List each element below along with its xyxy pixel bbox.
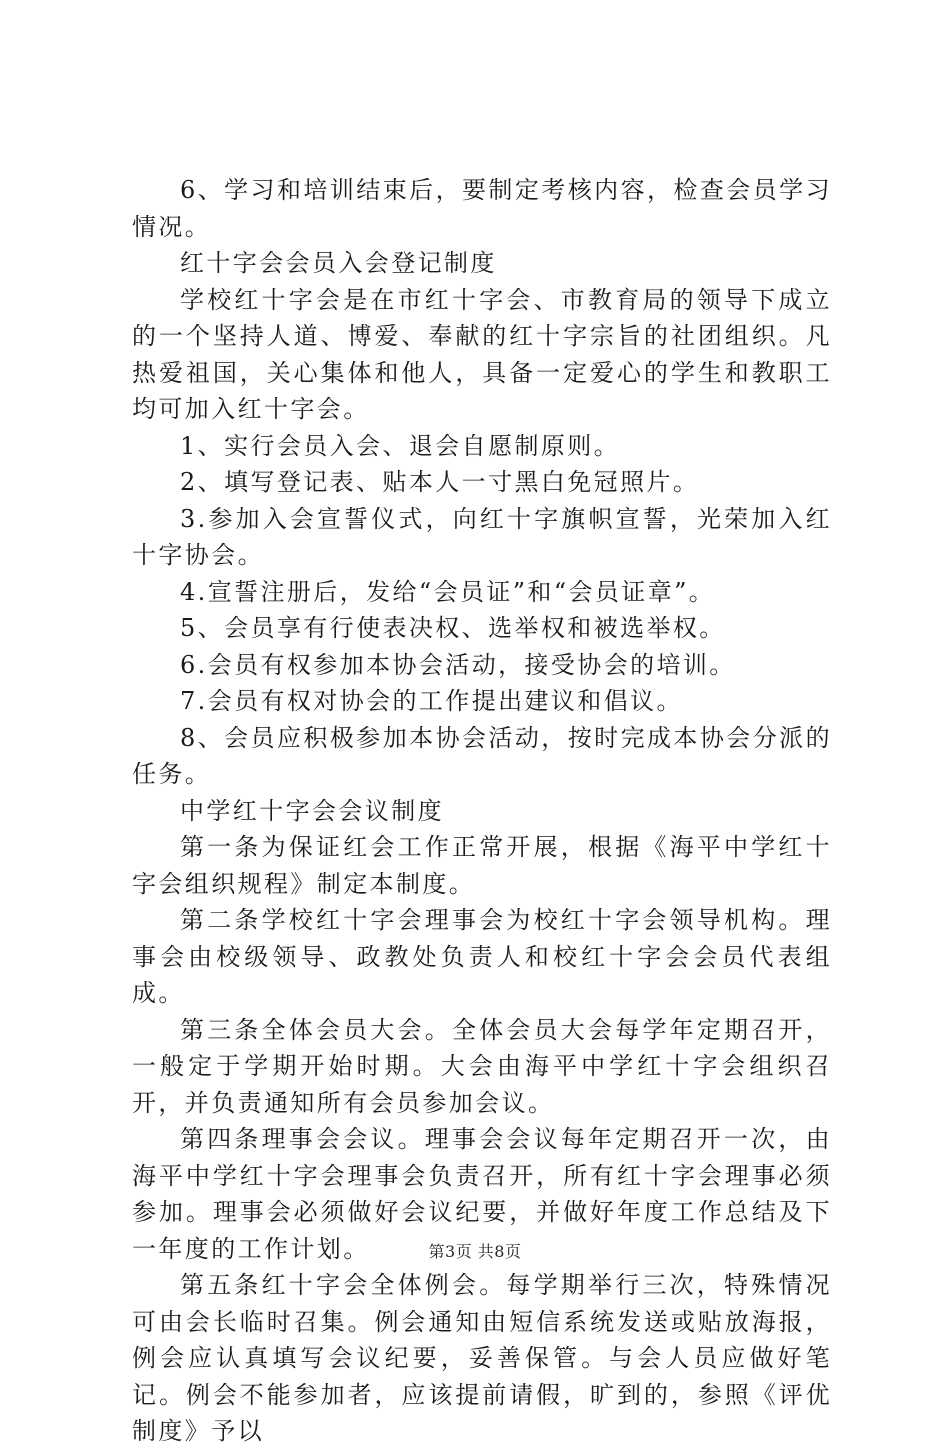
page-number-footer: 第3页 共8页 xyxy=(428,1242,522,1261)
paragraph-9: 6.会员有权参加本协会活动，接受协会的培训。 xyxy=(180,650,736,679)
paragraph-13: 第一条为保证红会工作正常开展，根据《海平中学红十字会组织规程》制定本制度。 xyxy=(132,833,832,898)
paragraph-14: 第二条学校红十字会理事会为校红十字会领导机构。理事会由校级领导、政教处负责人和校红十字会会员代表组成。 xyxy=(132,906,832,1007)
paragraph-5: 2、填写登记表、贴本人一寸黑白免冠照片。 xyxy=(180,468,700,496)
paragraph-8: 5、会员享有行使表决权、选举权和被选举权。 xyxy=(180,614,726,642)
paragraph-16: 第四条理事会会议。理事会会议每年定期召开一次，由海平中学红十字会理事会负责召开，所有红十字会理事必须参加。理事会必须做好会议纪要，并做好年度工作总结及下一年度的工作计划。 xyxy=(132,1125,832,1263)
paragraph-10: 7.会员有权对协会的工作提出建议和倡议。 xyxy=(180,687,683,715)
paragraph-11: 8、会员应积极参加本协会活动，按时完成本协会分派的任务。 xyxy=(132,723,832,788)
paragraph-15: 第三条全体会员大会。全体会员大会每学年定期召开，一般定于学期开始时期。大会由海平中学红十字会组织召开，并负责通知所有会员参加会议。 xyxy=(132,1015,832,1117)
paragraph-1: 6、学习和培训结束后，要制定考核内容，检查会员学习情况。 xyxy=(132,176,832,241)
paragraph-3: 学校红十字会是在市红十字会、市教育局的领导下成立的一个坚持人道、博爱、奉献的红十字宗旨的社团组织。凡热爱祖国，关心集体和他人，具备一定爱心的学生和教职工均可加入红十字会。 xyxy=(132,285,832,423)
paragraph-12-section-title: 中学红十字会会议制度 xyxy=(180,796,444,825)
paragraph-6: 3.参加入会宣誓仪式，向红十字旗帜宣誓，光荣加入红十字协会。 xyxy=(132,504,832,569)
paragraph-17: 第五条红十字会全体例会。每学期举行三次，特殊情况可由会长临时召集。例会通知由短信系统发送或贴放海报，例会应认真填写会议纪要，妥善保管。与会人员应做好笔记。例会不能参加者，应该提前请假，旷到的，参照《评优制度》予以 xyxy=(132,1271,832,1445)
paragraph-4: 1、实行会员入会、退会自愿制原则。 xyxy=(180,431,621,460)
paragraph-2-section-title: 红十字会会员入会登记制度 xyxy=(180,249,497,277)
paragraph-7: 4.宣誓注册后，发给“会员证”和“会员证章”。 xyxy=(180,577,716,606)
